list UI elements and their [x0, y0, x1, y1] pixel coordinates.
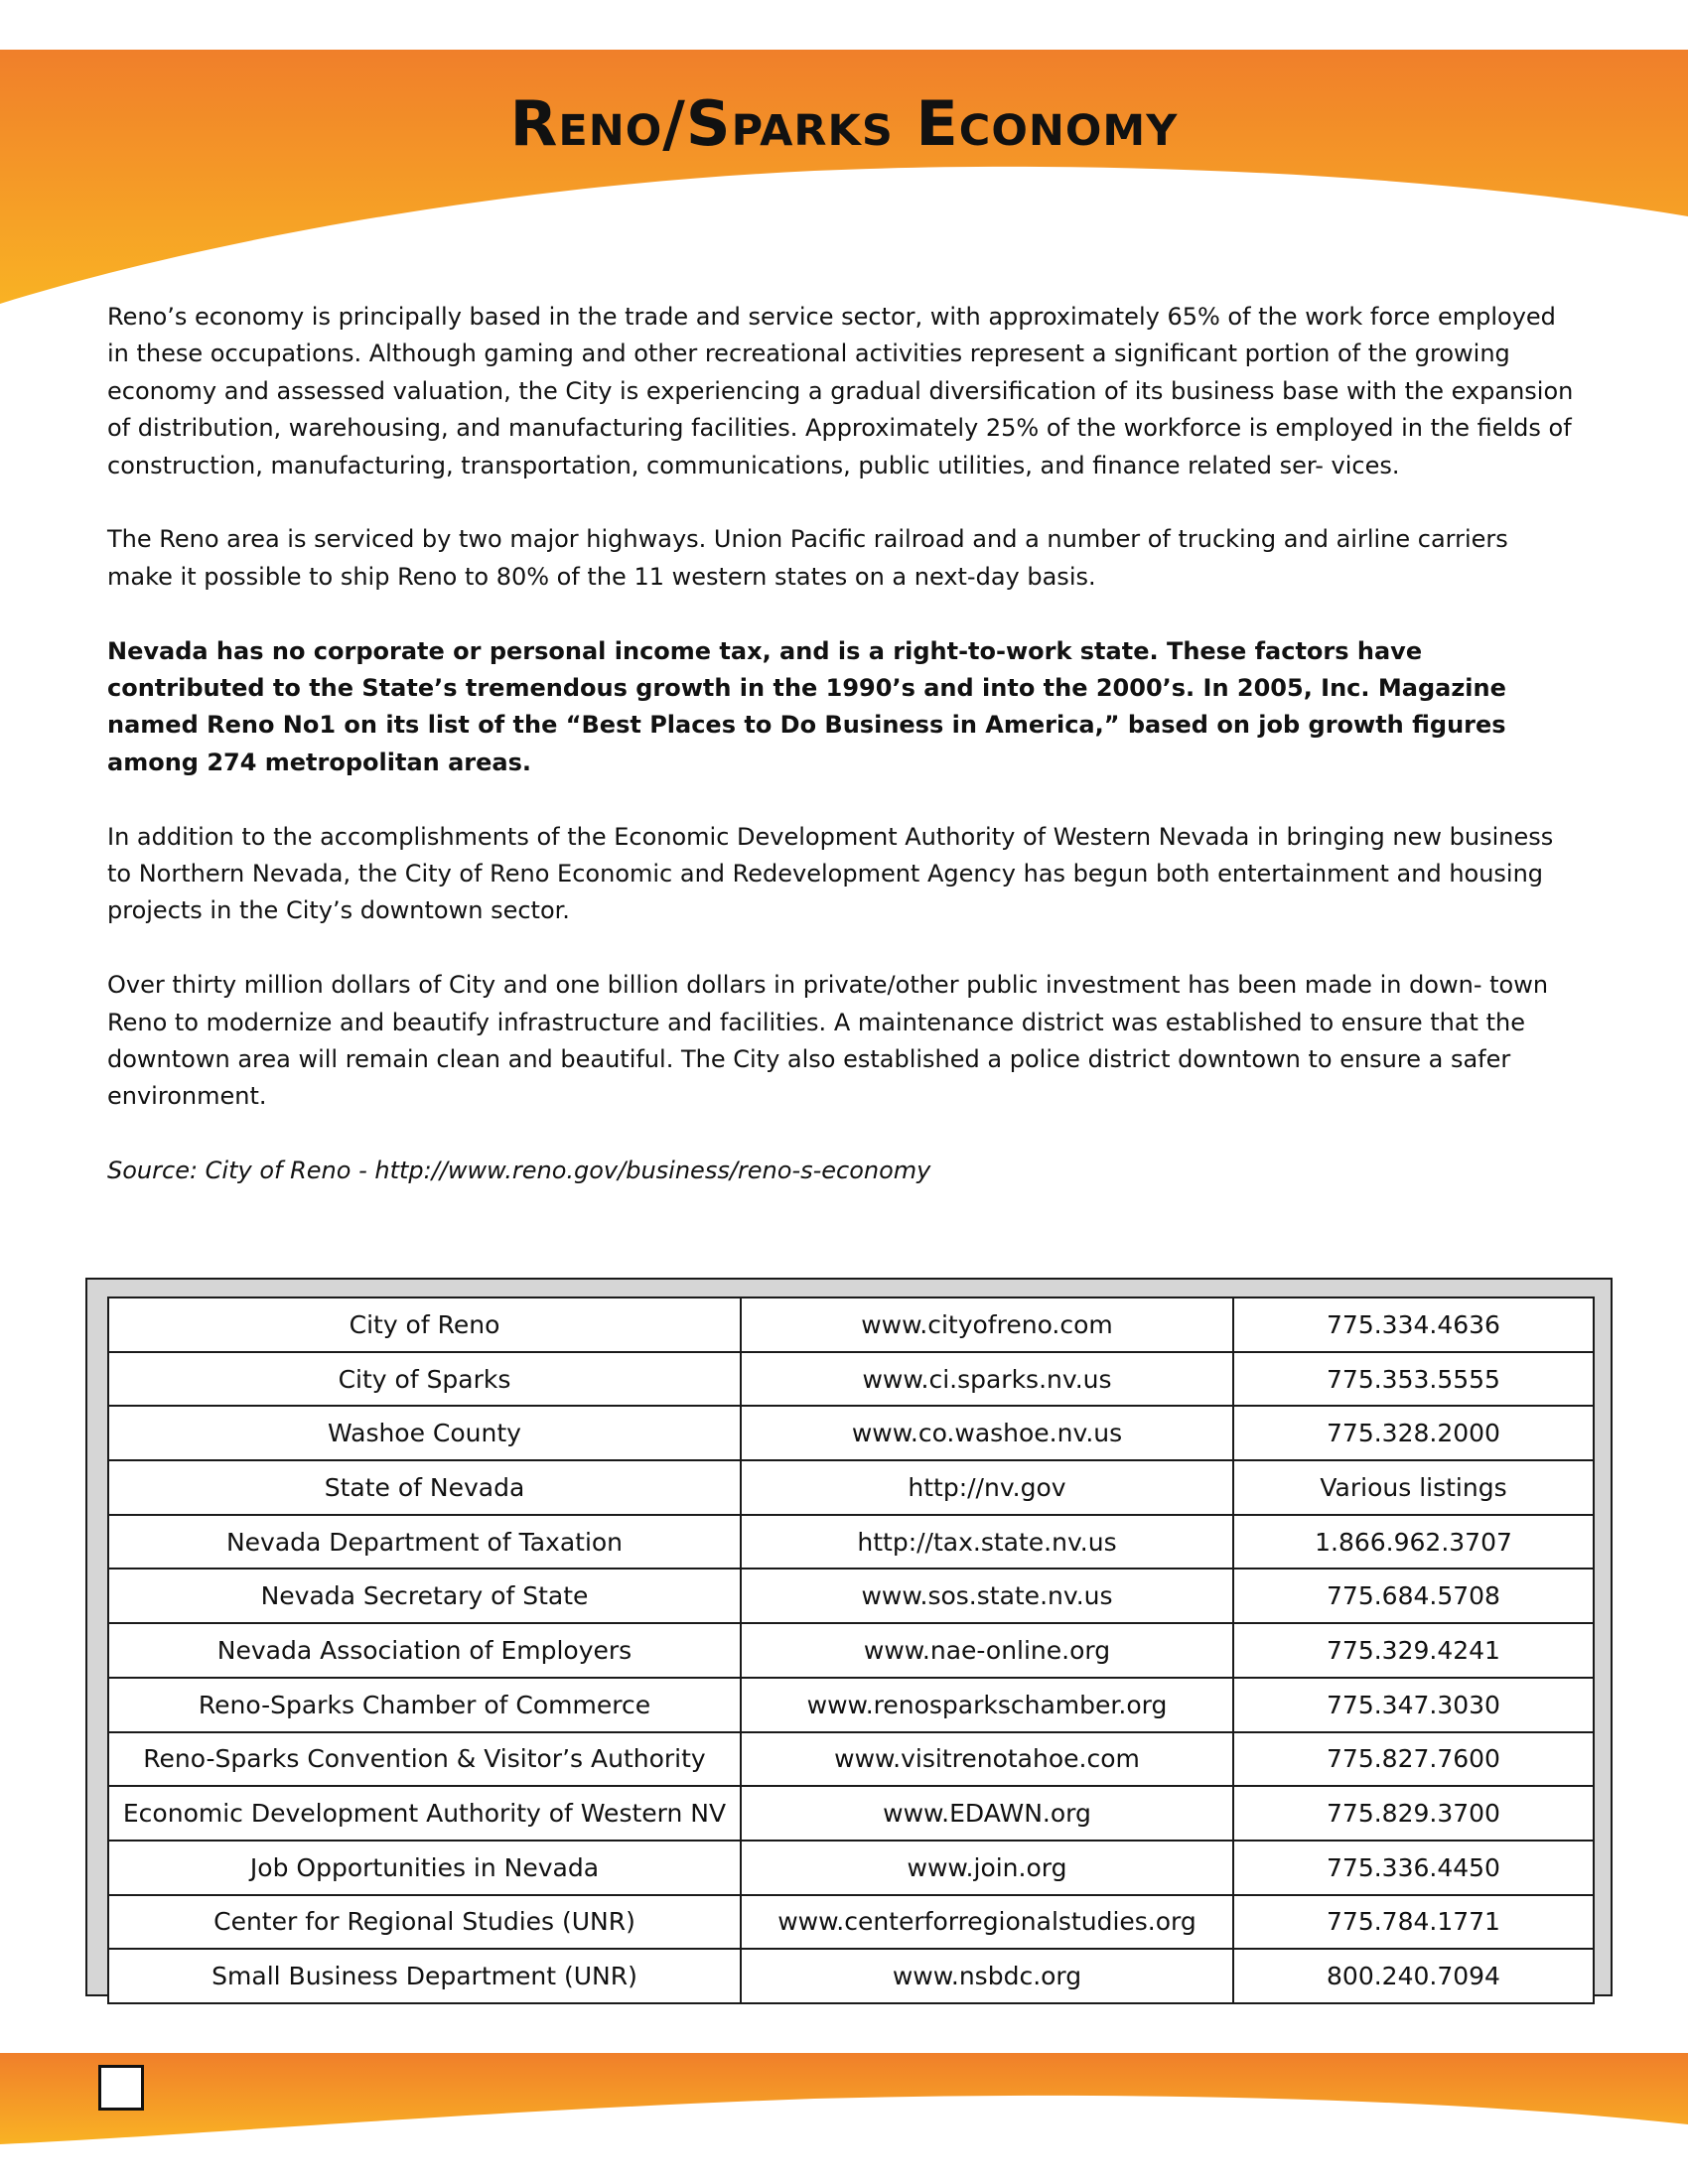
table-row: [108, 1460, 1594, 1515]
contact-name: State of Nevada: [108, 1460, 741, 1515]
contact-website: http://nv.gov: [741, 1460, 1233, 1515]
contact-website: www.visitrenotahoe.com: [741, 1732, 1233, 1787]
contact-name: Nevada Department of Taxation: [108, 1515, 741, 1570]
contact-website: www.cityofreno.com: [741, 1297, 1233, 1352]
contact-phone: 775.829.3700: [1233, 1786, 1594, 1841]
table-row: [108, 1297, 1594, 1352]
contacts-table-frame: [85, 1278, 1613, 1996]
contact-name: Washoe County: [108, 1406, 741, 1460]
contact-name: Economic Development Authority of Western NV: [108, 1786, 741, 1841]
paragraph-economy-overview: Reno’s economy is principally based in the trade and service sector, with approximately 65% of the work force employed in these occupations. Although gaming and other recreational activities represent a significant portion of the growing economy and assessed valuation, the City is experiencing a gradual diversification of its business base with the expansion of distribution, warehousing, and manufacturing facilities. Approximately 25% of the workforce is employed in the fields of construction, manufacturing, transportation, communications, public utilities, and finance related ser- vices.: [107, 303, 1574, 479]
contact-name: Reno-Sparks Chamber of Commerce: [108, 1678, 741, 1732]
contact-website: www.nae-online.org: [741, 1623, 1233, 1678]
contact-phone: 800.240.7094: [1233, 1949, 1594, 2003]
contact-website: http://tax.state.nv.us: [741, 1515, 1233, 1570]
contact-name: Job Opportunities in Nevada: [108, 1841, 741, 1895]
table-row: [108, 1678, 1594, 1732]
contact-name: Small Business Department (UNR): [108, 1949, 741, 2003]
source-citation: Source: City of Reno - http://www.reno.gov/business/reno-s-economy: [107, 1157, 931, 1185]
body-text: [107, 299, 1577, 1190]
table-row: [108, 1732, 1594, 1787]
contact-name: City of Reno: [108, 1297, 741, 1352]
contacts-table: [107, 1297, 1595, 2004]
paragraph-tax-highlight: Nevada has no corporate or personal income tax, and is a right-to-work state. These factors have contributed to the State’s tremendous growth in the 1990’s and into the 2000’s. In 2005, Inc. Magazine named Reno No1 on its list of the “Best Places to Do Business in America,” based on job growth figures among 274 metropolitan areas.: [107, 636, 1506, 776]
contact-phone: 775.353.5555: [1233, 1352, 1594, 1407]
contact-phone: 775.784.1771: [1233, 1895, 1594, 1950]
table-row: [108, 1895, 1594, 1950]
contact-website: www.ci.sparks.nv.us: [741, 1352, 1233, 1407]
paragraph-transportation: The Reno area is serviced by two major highways. Union Pacific railroad and a number of trucking and airline carriers make it possible to ship Reno to 80% of the 11 western states on a next-day basis.: [107, 525, 1508, 591]
table-row: [108, 1841, 1594, 1895]
page-title: Reno/Sparks Economy: [509, 87, 1179, 160]
table-row: [108, 1406, 1594, 1460]
table-row: [108, 1515, 1594, 1570]
contact-phone: 1.866.962.3707: [1233, 1515, 1594, 1570]
table-row: [108, 1786, 1594, 1841]
table-row: [108, 1623, 1594, 1678]
table-row: [108, 1352, 1594, 1407]
contact-phone: 775.334.4636: [1233, 1297, 1594, 1352]
contact-phone: Various listings: [1233, 1460, 1594, 1515]
contact-phone: 775.328.2000: [1233, 1406, 1594, 1460]
page-number-box: [98, 2065, 144, 2111]
paragraph-development: In addition to the accomplishments of the Economic Development Authority of Western Nevada in bringing new business to Northern Nevada, the City of Reno Economic and Redevelopment Agency has begun both entertainment and housing projects in the City’s downtown sector.: [107, 822, 1554, 925]
contact-phone: 775.336.4450: [1233, 1841, 1594, 1895]
contact-phone: 775.347.3030: [1233, 1678, 1594, 1732]
contact-website: www.centerforregionalstudies.org: [741, 1895, 1233, 1950]
contact-website: www.join.org: [741, 1841, 1233, 1895]
contact-website: www.EDAWN.org: [741, 1786, 1233, 1841]
contact-name: Center for Regional Studies (UNR): [108, 1895, 741, 1950]
table-row: [108, 1569, 1594, 1623]
footer-band: [0, 2053, 1688, 2184]
contact-website: www.renosparkschamber.org: [741, 1678, 1233, 1732]
contact-website: www.sos.state.nv.us: [741, 1569, 1233, 1623]
paragraph-investment: Over thirty million dollars of City and one billion dollars in private/other public investment has been made in down- town Reno to modernize and beautify infrastructure and facilities. A maintenance district was established to ensure that the downtown area will remain clean and beautiful. The City also established a police district downtown to ensure a safer environment.: [107, 971, 1549, 1111]
contact-name: City of Sparks: [108, 1352, 741, 1407]
contact-website: www.nsbdc.org: [741, 1949, 1233, 2003]
table-row: [108, 1949, 1594, 2003]
contact-name: Reno-Sparks Convention & Visitor’s Authority: [108, 1732, 741, 1787]
contact-name: Nevada Association of Employers: [108, 1623, 741, 1678]
contact-phone: 775.684.5708: [1233, 1569, 1594, 1623]
contact-name: Nevada Secretary of State: [108, 1569, 741, 1623]
contact-phone: 775.329.4241: [1233, 1623, 1594, 1678]
contact-phone: 775.827.7600: [1233, 1732, 1594, 1787]
contact-website: www.co.washoe.nv.us: [741, 1406, 1233, 1460]
